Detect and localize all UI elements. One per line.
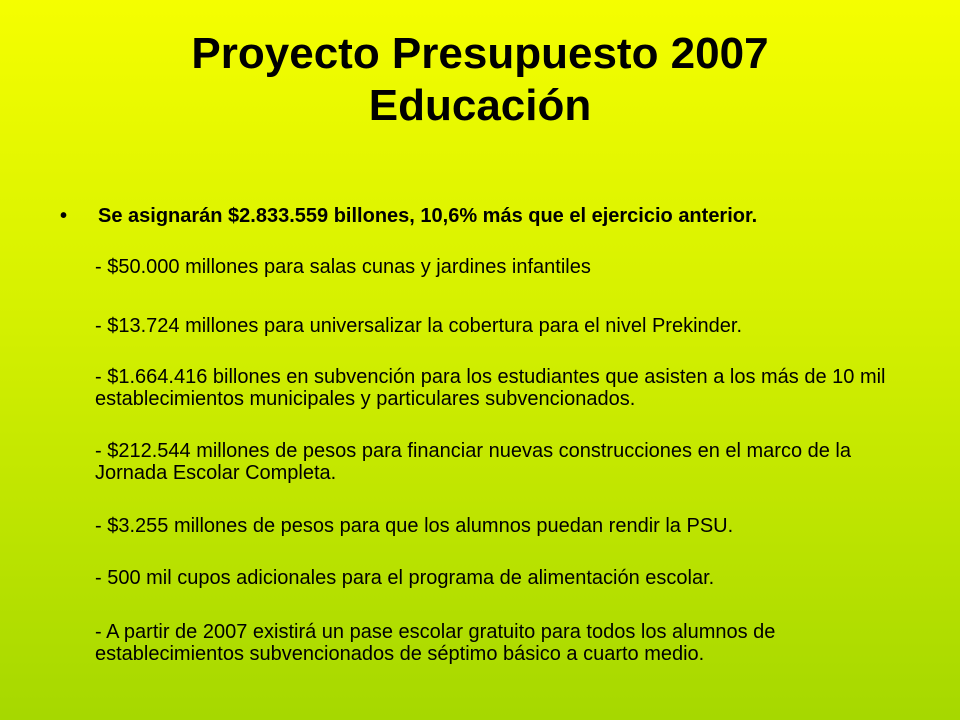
- budget-item-salas-cunas: - $50.000 millones para salas cunas y jardines infantiles: [95, 256, 591, 278]
- budget-item-subvencion: - $1.664.416 billones en subvención para los estudiantes que asisten a los más de 10 mil establecimientos municipales y particulares subvencionados.: [95, 366, 886, 410]
- main-bullet-text: Se asignarán $2.833.559 billones, 10,6% más que el ejercicio anterior.: [98, 205, 758, 227]
- main-bullet-point: [60, 204, 920, 228]
- budget-item-jornada-escolar: - $212.544 millones de pesos para financiar nuevas construcciones en el marco de la Jornada Escolar Completa.: [95, 440, 851, 484]
- slide-title-line-1: Proyecto Presupuesto 2007: [191, 29, 769, 78]
- slide-title-line-2: Educación: [368, 81, 592, 130]
- budget-item-psu: - $3.255 millones de pesos para que los alumnos puedan rendir la PSU.: [95, 515, 734, 537]
- main-bullet-block: [60, 204, 920, 228]
- budget-item-alimentacion: - 500 mil cupos adicionales para el programa de alimentación escolar.: [95, 567, 715, 589]
- bullet-icon: •: [60, 205, 68, 227]
- budget-item-pase-escolar: - A partir de 2007 existirá un pase escolar gratuito para todos los alumnos de establecimientos subvencionados de séptimo básico a cuarto medio.: [95, 621, 776, 665]
- budget-item-prekinder: - $13.724 millones para universalizar la cobertura para el nivel Prekinder.: [95, 315, 743, 337]
- slide-title: [0, 28, 960, 132]
